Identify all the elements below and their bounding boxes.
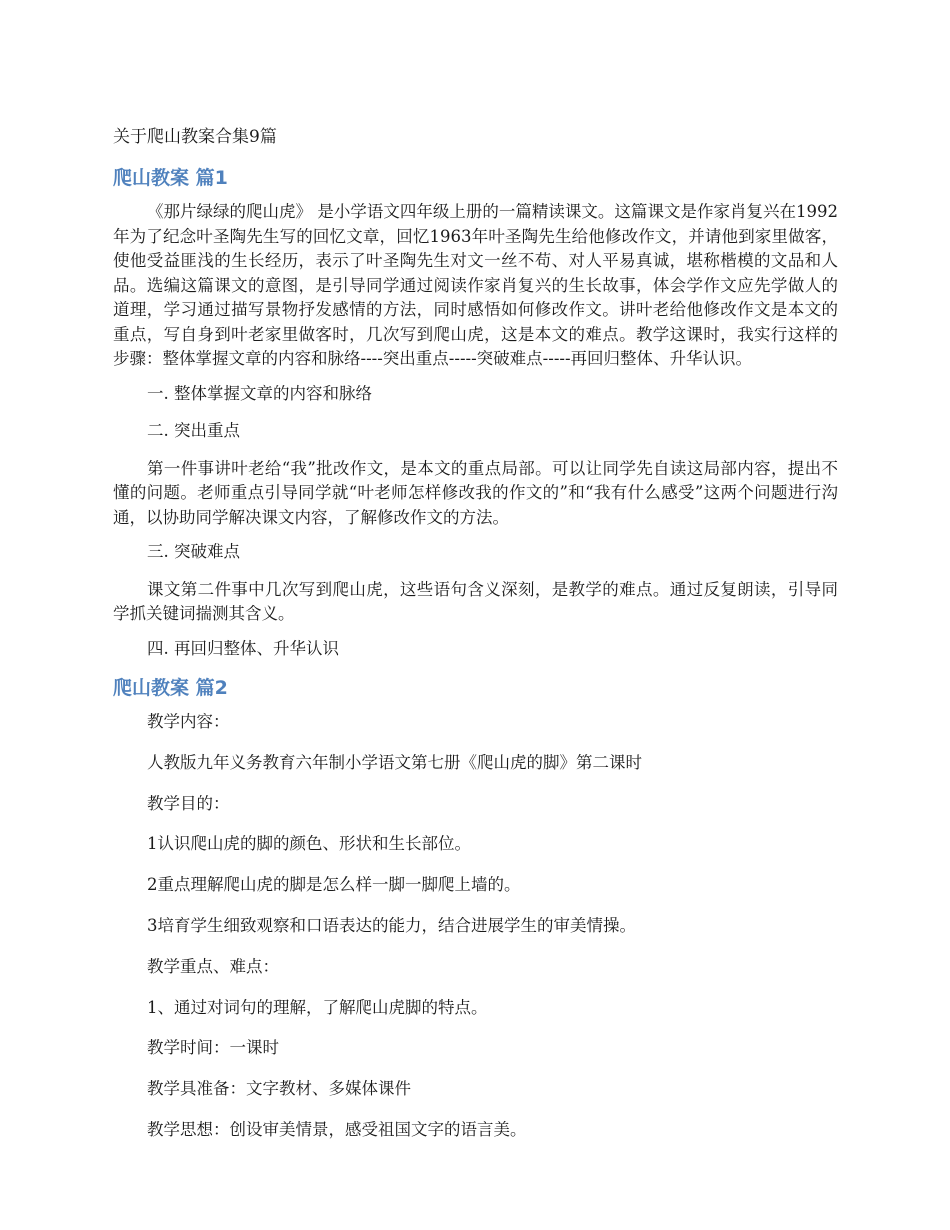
teaching-materials: 教学具准备：文字教材、多媒体课件 [147, 1079, 411, 1099]
intro-paragraph: 《那片绿绿的爬山虎》 是小学语文四年级上册的一篇精读课文。这篇课文是作家肖复兴在1992年为了纪念叶圣陶先生写的回忆文章，回忆1963年叶圣陶先生给他修改作文，并请他到家里做客，使他受益匪浅的生长经历，表示了叶圣陶先生对文一丝不苟、对人平易真诚，堪称楷模的文品和人品。选编这篇课文的意图，是引导同学通过阅读作家肖复兴的生长故事，体会学作文应先学做人的道理，学习通过描写景物抒发感情的方法，同时感悟如何修改作文。讲叶老给他修改作文是本文的重点，写自身到叶老家里做客时，几次写到爬山虎，这是本文的难点。教学这课时，我实行这样的步骤：整体掌握文章的内容和脉络----突出重点-----突破难点-----再回归整体、升华认识。 [113, 202, 838, 368]
step-4-heading: 四. 再回归整体、升华认识 [147, 638, 339, 658]
key-point-1: 1、通过对词句的理解，了解爬山虎脚的特点。 [147, 997, 488, 1017]
step-1-heading: 一. 整体掌握文章的内容和脉络 [147, 383, 372, 403]
teaching-time: 教学时间：一课时 [147, 1038, 279, 1058]
section-heading-1: 爬山教案 篇1 [113, 167, 228, 189]
teaching-philosophy: 教学思想：创设审美情景，感受祖国文字的语言美。 [147, 1119, 527, 1139]
teaching-goal-2: 2重点理解爬山虎的脚是怎么样一脚一脚爬上墙的。 [147, 875, 521, 895]
document-title: 关于爬山教案合集9篇 [113, 127, 277, 147]
section-2 [113, 674, 838, 1142]
section-1 [113, 164, 838, 661]
teaching-goal-label: 教学目的： [147, 793, 230, 813]
step-3-heading: 三. 突破难点 [147, 542, 240, 561]
step-3-paragraph: 课文第二件事中几次写到爬山虎，这些语句含义深刻，是教学的难点。通过反复朗读，引导同学抓关键词揣测其含义。 [113, 579, 838, 623]
step-2-paragraph: 第一件事讲叶老给“我”批改作文，是本文的重点局部。可以让同学先自读这局部内容，提出不懂的问题。老师重点引导同学就“叶老师怎样修改我的作文的”和“我有什么感受”这两个问题进行沟通，以协助同学解决课文内容，了解修改作文的方法。 [113, 458, 838, 527]
teaching-goal-1: 1认识爬山虎的脚的颜色、形状和生长部位。 [147, 834, 471, 854]
teaching-content-label: 教学内容： [147, 712, 230, 731]
key-points-label: 教学重点、难点： [147, 956, 279, 976]
teaching-content-text: 人教版九年义务教育六年制小学语文第七册《爬山虎的脚》第二课时 [147, 752, 642, 772]
document-page [113, 124, 838, 1159]
section-heading-2: 爬山教案 篇2 [113, 677, 228, 699]
step-2-heading: 二. 突出重点 [147, 421, 240, 440]
teaching-goal-3: 3培育学生细致观察和口语表达的能力，结合进展学生的审美情操。 [147, 915, 636, 935]
